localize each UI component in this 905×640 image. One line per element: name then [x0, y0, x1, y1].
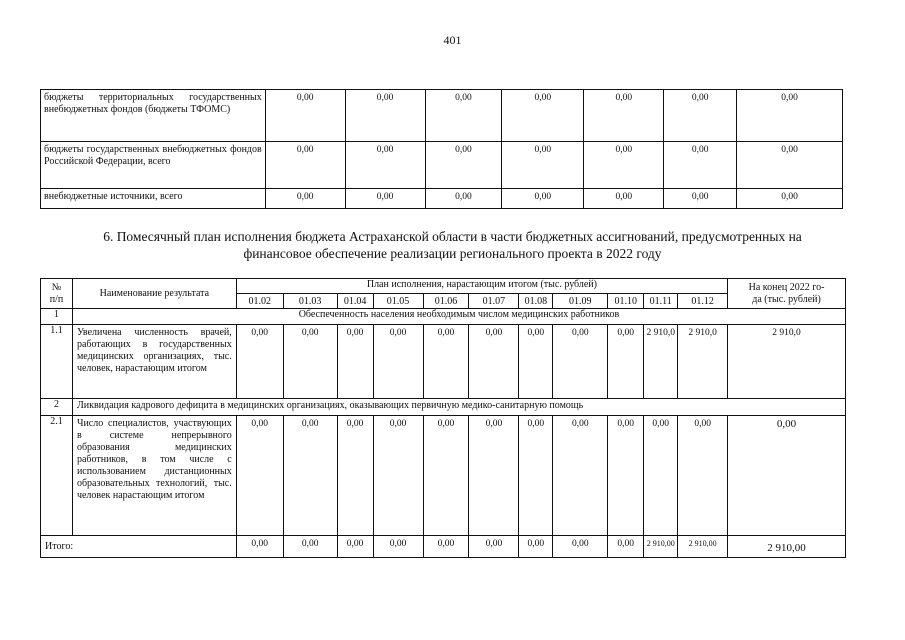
value-cell: 0,00	[553, 325, 608, 399]
section-title: Ликвидация кадрового дефицита в медицинских организациях, оказывающих первичную медико-санитарную помощь	[72, 399, 845, 416]
section-title: Обеспеченность населения необходимым числом медицинских работников	[72, 309, 845, 325]
item-number: 1.1	[41, 325, 73, 399]
value-cell: 0,00	[608, 416, 644, 536]
header-text: п/п	[49, 293, 64, 305]
row-label: бюджеты территориальных государственных внебюджетных фондов (бюджеты ТФОМС)	[41, 90, 266, 142]
value-cell: 0,00	[345, 142, 425, 189]
row-label: внебюджетные источники, всего	[41, 189, 266, 209]
value-cell: 0,00	[345, 90, 425, 142]
table-row	[41, 325, 846, 399]
item-number: 2.1	[41, 416, 73, 536]
section-heading	[0, 228, 905, 262]
value-cell: 0,00	[584, 142, 664, 189]
value-cell: 0,00	[283, 536, 337, 558]
month-header: 01.04	[337, 294, 373, 309]
value-cell: 0,00	[469, 536, 519, 558]
month-header: 01.05	[373, 294, 423, 309]
section-row	[41, 309, 846, 325]
header-text: На конец 2022 го-	[748, 281, 825, 293]
row-label: бюджеты государственных внебюджетных фондов Российской Федерации, всего	[41, 142, 266, 189]
value-cell: 0,00	[502, 189, 584, 209]
item-name: Число специалистов, участвующих в системе непрерывного образования медицинских работников, в том числе с использованием дистанционных образовательных технологий, тыс. человек нарастающим итогом	[72, 416, 236, 536]
value-cell: 0,00	[519, 325, 553, 399]
section-row	[41, 399, 846, 416]
year-end-cell: 0,00	[728, 416, 846, 536]
value-cell: 0,00	[469, 416, 519, 536]
month-header: 01.12	[678, 294, 728, 309]
value-cell: 0,00	[236, 416, 283, 536]
year-end-cell: 2 910,00	[728, 536, 846, 558]
value-cell: 2 910,0	[678, 325, 728, 399]
value-cell: 0,00	[737, 142, 843, 189]
value-cell: 0,00	[678, 416, 728, 536]
value-cell: 0,00	[425, 142, 502, 189]
value-cell: 0,00	[519, 536, 553, 558]
value-cell: 0,00	[337, 416, 373, 536]
value-cell: 0,00	[425, 90, 502, 142]
month-header: 01.09	[553, 294, 608, 309]
monthly-plan-table	[40, 278, 846, 558]
item-name: Увеличена численность врачей, работающих в государственных медицинских организациях, тыс. человек, нарастающим итогом	[72, 325, 236, 399]
value-cell: 2 910,00	[644, 536, 678, 558]
heading-line-1: 6. Помесячный план исполнения бюджета Астраханской области в части бюджетных ассигнований, предусмотренных на	[103, 229, 802, 244]
value-cell: 0,00	[553, 536, 608, 558]
value-cell: 0,00	[737, 90, 843, 142]
col-number-header	[41, 279, 73, 309]
value-cell: 0,00	[345, 189, 425, 209]
col-year-end-header	[728, 279, 846, 309]
value-cell: 0,00	[265, 189, 345, 209]
table-row	[41, 142, 843, 189]
month-header: 01.03	[283, 294, 337, 309]
value-cell: 0,00	[584, 90, 664, 142]
value-cell: 0,00	[519, 416, 553, 536]
value-cell: 0,00	[373, 416, 423, 536]
value-cell: 0,00	[664, 90, 737, 142]
value-cell: 0,00	[236, 325, 283, 399]
header-row	[41, 279, 846, 294]
value-cell: 0,00	[608, 325, 644, 399]
year-end-cell: 2 910,0	[728, 325, 846, 399]
value-cell: 0,00	[644, 416, 678, 536]
section-number: 2	[41, 399, 73, 416]
month-header: 01.07	[469, 294, 519, 309]
value-cell: 0,00	[283, 416, 337, 536]
value-cell: 0,00	[337, 325, 373, 399]
month-header: 01.02	[236, 294, 283, 309]
table-row	[41, 189, 843, 209]
value-cell: 0,00	[584, 189, 664, 209]
value-cell: 0,00	[425, 189, 502, 209]
value-cell: 0,00	[502, 142, 584, 189]
value-cell: 0,00	[664, 189, 737, 209]
header-text: да (тыс. рублей)	[752, 293, 821, 305]
value-cell: 0,00	[553, 416, 608, 536]
value-cell: 0,00	[423, 325, 469, 399]
month-header: 01.06	[423, 294, 469, 309]
table-row	[41, 90, 843, 142]
value-cell: 0,00	[423, 536, 469, 558]
value-cell: 0,00	[265, 90, 345, 142]
header-text: №	[51, 281, 62, 293]
value-cell: 0,00	[502, 90, 584, 142]
col-name-header: Наименование результата	[72, 279, 236, 309]
total-row	[41, 536, 846, 558]
value-cell: 0,00	[664, 142, 737, 189]
value-cell: 0,00	[265, 142, 345, 189]
value-cell: 0,00	[608, 536, 644, 558]
month-header: 01.10	[608, 294, 644, 309]
value-cell: 2 910,00	[678, 536, 728, 558]
value-cell: 2 910,0	[644, 325, 678, 399]
value-cell: 0,00	[373, 536, 423, 558]
value-cell: 0,00	[373, 325, 423, 399]
value-cell: 0,00	[469, 325, 519, 399]
heading-line-2: финансовое обеспечение реализации регионального проекта в 2022 году	[243, 246, 662, 261]
value-cell: 0,00	[423, 416, 469, 536]
page-number: 401	[443, 33, 462, 47]
value-cell: 0,00	[283, 325, 337, 399]
value-cell: 0,00	[737, 189, 843, 209]
value-cell: 0,00	[337, 536, 373, 558]
table-row	[41, 416, 846, 536]
col-plan-header: План исполнения, нарастающим итогом (тыс. рублей)	[236, 279, 727, 294]
budget-sources-table	[40, 89, 843, 209]
month-header: 01.08	[519, 294, 553, 309]
total-label: Итого:	[41, 536, 237, 558]
value-cell: 0,00	[236, 536, 283, 558]
month-header: 01.11	[644, 294, 678, 309]
section-number: 1	[41, 309, 73, 325]
